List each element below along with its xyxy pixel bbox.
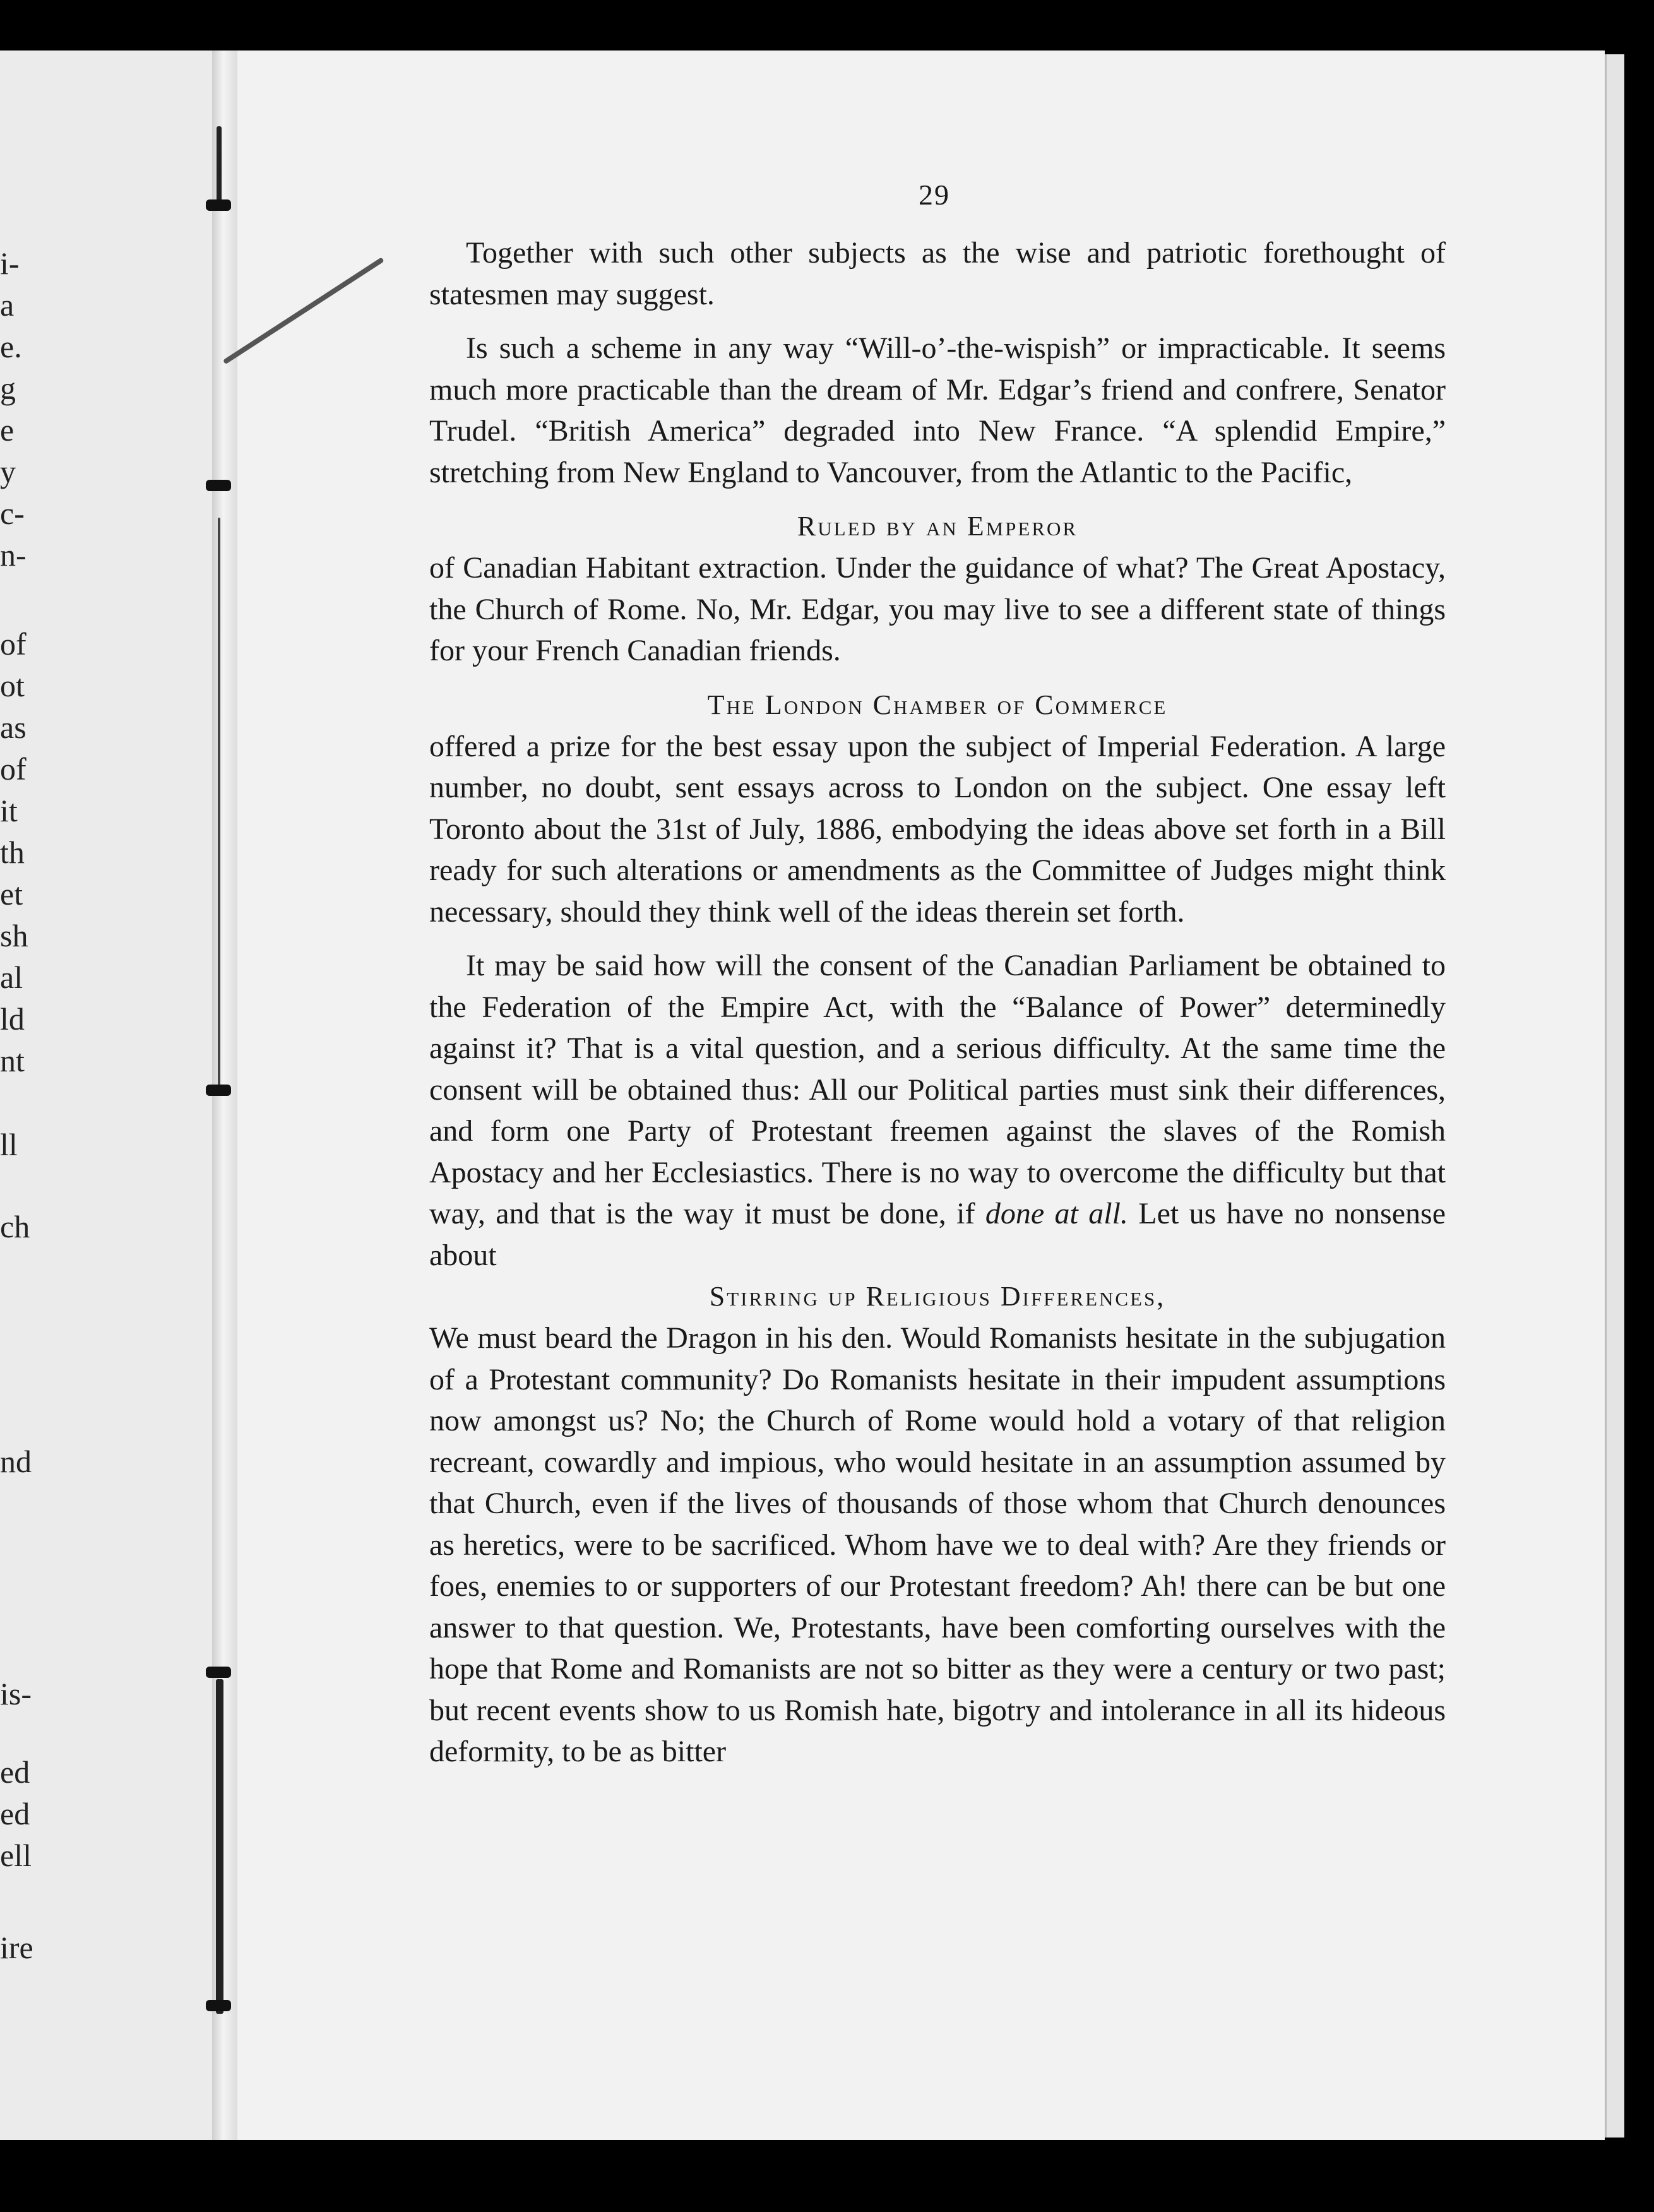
section-heading: Stirring up Religious Differences, — [709, 1281, 1166, 1312]
paragraph — [429, 945, 1446, 1276]
margin-fragment: it — [0, 793, 18, 828]
margin-fragment: ch — [0, 1209, 30, 1244]
section-heading: The London Chamber of Commerce — [707, 689, 1168, 720]
margin-fragment: n- — [0, 537, 27, 573]
paragraph-text: It may be said how will the consent of the Canadian Parliament be obtained to the Federation of the Empire Act, with the “Balance of Power” determinedly against it? That is a vital question, and a serious difficulty. At the same time the consent will be obtained thus: All our Political parties must sink their differences, and form one Party of Protestant freemen against the slaves of the Romish Apostacy and her Ecclesiastics. There is no way to overcome the difficulty but that way, and that is the way it must be done, if — [429, 949, 1446, 1230]
binding-knot — [206, 480, 231, 491]
page-number: 29 — [919, 179, 950, 211]
section-heading: Ruled by an Emperor — [797, 511, 1078, 542]
margin-fragment: ll — [0, 1127, 18, 1162]
margin-fragment: ot — [0, 668, 25, 703]
margin-fragment: nt — [0, 1043, 25, 1078]
margin-fragment: y — [0, 454, 16, 489]
margin-fragment: e. — [0, 329, 22, 364]
margin-fragment: ld — [0, 1001, 25, 1037]
binding-knot — [206, 1667, 231, 1678]
binding-knot — [206, 199, 231, 211]
margin-fragment: is- — [0, 1676, 32, 1711]
left-page — [0, 51, 222, 2140]
margin-fragment: of — [0, 626, 27, 662]
binding-stitch — [217, 126, 222, 208]
body-text — [429, 232, 1446, 1773]
emphasis-text: done at all. — [985, 1197, 1128, 1230]
paragraph: We must beard the Dragon in his den. Would Romanists hesitate in the subjugation of a Protestant community? Do Romanists hesitate in their impudent assumptions now amongst us? No; the Church of Rome would hold a votary of that religion recreant, cowardly and impious, who would hesitate in an assumption assumed by that Church, even if the lives of thousands of those whom that Church denounces as heretics, were to be sacrificed. Whom have we to deal with? Are they friends or foes, enemies to or supporters of our Protestant freedom? Ah! there can be but one answer to that question. We, Protestants, have been comforting ourselves with the hope that Rome and Romanists are not so bitter as they were a century or two past; but recent events show to us Romish hate, bigotry and intolerance in all its hideous deformity, to be as bitter — [429, 1321, 1446, 1768]
margin-fragment: a — [0, 287, 15, 323]
binding-knot — [206, 2000, 231, 2011]
margin-fragment: e — [0, 412, 15, 448]
margin-fragment: et — [0, 876, 23, 912]
binding-stitch — [218, 518, 220, 1086]
paragraph: of Canadian Habitant extraction. Under the guidance of what? The Great Apostacy, the Church of Rome. No, Mr. Edgar, you may live to see a different state of things for your French Canadian friends. — [429, 551, 1446, 667]
margin-fragment: c- — [0, 496, 25, 531]
margin-fragment: of — [0, 751, 27, 787]
margin-fragment: th — [0, 835, 25, 870]
binding-stitch — [216, 1679, 223, 2014]
margin-fragment: ell — [0, 1838, 32, 1873]
margin-fragment: sh — [0, 918, 28, 953]
margin-fragment: as — [0, 710, 27, 745]
margin-fragment: i- — [0, 246, 20, 281]
page-edge — [1605, 54, 1624, 2138]
binding-knot — [206, 1085, 231, 1096]
margin-fragment: ed — [0, 1796, 30, 1831]
paragraph: Together with such other subjects as the wise and patriotic forethought of statesmen may suggest. — [429, 236, 1446, 311]
margin-fragment: g — [0, 371, 16, 406]
margin-fragment: nd — [0, 1444, 32, 1479]
margin-fragment: ed — [0, 1754, 30, 1790]
paragraph-text: Let us have no nonsense about — [429, 1197, 1446, 1272]
paragraph: offered a prize for the best essay upon the subject of Imperial Federation. A large number, no doubt, sent essays across to London on the subject. One essay left Toronto about the 31st of July, 1886, embodying the ideas above set forth in a Bill ready for such alterations or amendments as the Committee of Judges might think necessary, should they think well of the ideas therein set forth. — [429, 729, 1446, 929]
margin-fragment: ire — [0, 1930, 33, 1965]
margin-fragment: al — [0, 960, 23, 995]
paragraph: Is such a scheme in any way “Will-o’-the-wispish” or impracticable. It seems much more practicable than the dream of Mr. Edgar’s friend and confrere, Senator Trudel. “British America” degraded into New France. “A splendid Empire,” stretching from New England to Vancouver, from the Atlantic to the Pacific, — [429, 331, 1446, 489]
